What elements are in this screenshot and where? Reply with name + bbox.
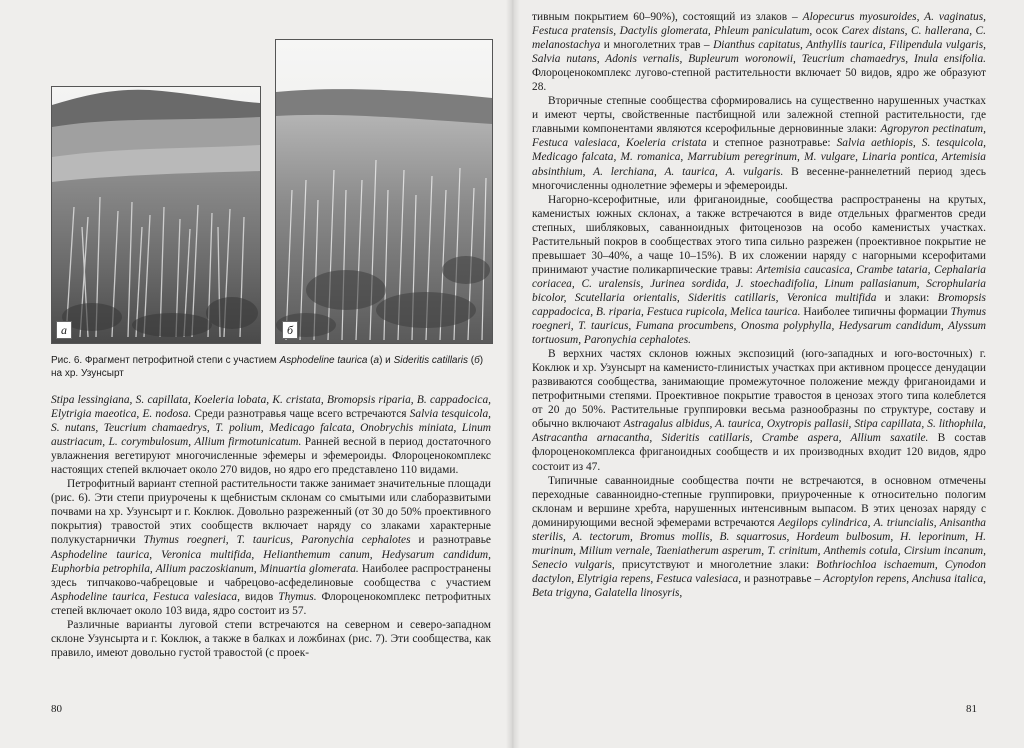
species-names: Thymus roegneri, T. tauricus, Fumana procumbens, Onosma polyphylla, Hedysarum candidum, Alyssum tortuosum, Paronychia cephalotes. <box>532 305 987 347</box>
species-names: Salvia tesquicola, S. nutans, Teucrium chamaedrys, T. polium, Medicago falcata, Onobrychis miniata, Linum austriacum, L. corymbulosum, Allium firmotunicatum. <box>51 408 491 449</box>
text-run: Различные варианты луговой степи встречаются на северном и северо-западном склоне Узунсырта и г. Коклюк, а также в балках и ложбинах (рис. 7). Эти сообщества, как правило, имеют довольно густой травостой (с проек- <box>51 618 491 659</box>
page-number-right: 81 <box>966 703 977 715</box>
right-page <box>512 0 1024 748</box>
species-names: Asphodeline taurica, Veronica multifida, Helianthemum canum, Hedysarum candidum, Euphorbia petrophila, Allium paczoskianum, Minuartia glomerata. <box>51 548 491 575</box>
left-text-column <box>51 393 491 660</box>
text-run: В верхних частях склонов южных экспозиций (юго-западных и юго-восточных) г. Коклюк и хр. Узунсырт на каменисто-глинистых участках при активном процессе денудации развиваются сообщества, занимающие промежуточное положение между фриганоидами и петрофитными степями. Проективное покрытие травостоя в ценозах этого типа колеблется от 20 до 50%. Растительные группировки весьма разнообразны по структуре, составу и обычно включают <box>532 348 986 431</box>
paragraph <box>532 94 986 192</box>
paragraph <box>532 10 986 94</box>
panel-b-label: б <box>282 321 298 339</box>
species-names: Thymus roegneri, T. tauricus, Paronychia cephalotes <box>143 534 411 547</box>
photo-a <box>51 86 261 344</box>
species-names: Carex distans, C. hallerana, C. melanostachya <box>532 25 986 52</box>
text-run: и разнотравье <box>410 534 491 547</box>
paragraph <box>532 474 986 600</box>
species-names: Bothriochloa ischaemum, Cynodon dactylon, Elytrigia repens, Festuca valesiaca, <box>532 558 986 585</box>
species-names: Bromopsis cappadocica, B. riparia, Festuca rupicola, Melica taurica. <box>532 291 986 318</box>
text-run: и степное разнотравье: <box>706 137 837 150</box>
figure-caption: Рис. 6. Фрагмент петрофитной степи с участием Asphodeline taurica (а) и Sideritis catillaris (б) на хр. Узунсырт <box>51 355 484 379</box>
page-number-left: 80 <box>51 703 62 715</box>
species-names: Artemisia caucasica, Crambe tataria, Cephalaria coriacea, C. uralensis, Jurinea sordida, J. stoechadifolia, Linum pallasianum, Scrophularia bicolor, Scutellaria orientalis, Sideritis catillaris, Veronica multifida <box>532 263 986 304</box>
text-run: и злаки: <box>876 291 938 304</box>
text-run: тивным покрытием 60–90%), состоящий из злаков – <box>532 11 803 23</box>
photo-b <box>275 39 493 344</box>
text-run: Ранней весной в период достаточного увлажнения вегетируют многочисленные эфемеры и эфемероиды. Флороценокомплекс настоящих степей включает около 270 видов, но ядро его представлено 110 видами. <box>51 436 491 477</box>
text-run: видов <box>239 590 279 603</box>
text-run: и разнотравье – <box>741 572 824 585</box>
species-names: Astragalus albidus, A. taurica, Oxytropis pallasii, Stipa capillata, S. lithophila, Astracantha arnacantha, Sideritis catillaris, Crambe aspera, Allium saxatile. <box>532 418 986 445</box>
species-names: Aegilops cylindrica, A. triuncialis, Anisantha sterilis, A. tectorum, Bromus mollis, B. squarrosus, Hordeum bulbosum, H. leporinum, H. murinum, Milium vernale, Taeniatherum asperum, T. crinitum, Anthemis cotula, Cirsium incanum, Senecio vulgaris, <box>532 516 986 571</box>
text-run: Типичные саванноидные сообщества почти не встречаются, в основном отмечены переходные саванноидно-степные группировки, приуроченные к относительно пологим склонам и вершине хребта, нарушенных интенсивным выпасом. В этих ценозах наряду с доминирующими весной эфемерами встречаются <box>532 474 986 529</box>
species-names: Thymus. <box>278 590 317 603</box>
text-run: Флороценокомплекс петрофитных степей включает около 103 вида, ядро состоит из 57. <box>51 590 491 617</box>
species-names: Agropyron pectinatum, Festuca valesiaca, Koeleria cristata <box>532 123 986 150</box>
paragraph <box>51 477 491 617</box>
photo-b-landscape <box>276 40 492 343</box>
text-run: В состав флороценокомплекса фриганоидных сообществ и их производных входит 120 видов, ядро состоит из 47. <box>532 432 987 473</box>
text-run: В весенне-раннелетний период здесь многочисленны однолетние эфемеры и эфемероиды. <box>532 165 986 192</box>
text-run: Вторичные степные сообщества сформировались на существенно нарушенных участках и имеют черты, свойственные пастбищной или залежной степной растительности, где главными компонентами являются ксерофильные дерновинные злаки: <box>532 95 986 136</box>
text-run: осок <box>812 25 842 38</box>
paragraph <box>532 193 986 348</box>
species-names: Salvia aethiopis, S. tesquicola, Medicago falcata, M. romanica, Marrubium peregrinum, M. vulgare, Linaria pontica, Artemisia absinthium, A. lerchiana, A. taurica, A. vulgaris. <box>532 137 986 178</box>
text-run: и многолетних трав – <box>600 39 714 52</box>
text-run: Флороценокомплекс лугово-степной растительности включает 50 видов, ядро же образуют 28. <box>532 67 986 94</box>
text-run: присутствуют и многолетние злаки: <box>614 558 817 571</box>
species-names: Asphodeline taurica, Festuca valesiaca, <box>51 590 240 603</box>
text-run: Нагорно-ксерофитные, или фриганоидные, сообщества распространены на крутых, каменистых южных склонах, а также встречаются в виде отдельных фрагментов среди степных, шибляковых, саванноидных фитоценозов на особо каменистых участках. Растительный покров в сообществах этого типа сильно разрежен (проективное покрытие не превышает 30–40%, а чаще 10–15%). В их сложении наряду с нагорными ксерофитами принимают участие поликарпические травы: <box>532 193 986 276</box>
text-run: Среди разнотравья чаще всего встречаются <box>191 408 410 421</box>
text-run: Наиболее распространены здесь типчаково-чабрецовые и чабрецово-асфеделиновые сообщества с участием <box>51 562 491 589</box>
paragraph <box>51 393 491 477</box>
right-text-column <box>532 10 986 600</box>
paragraph <box>51 618 491 660</box>
panel-a-label: а <box>56 321 72 339</box>
paragraph <box>532 347 986 473</box>
species-names: Acroptylon repens, Anchusa italica, Beta trigyna, Galatella linosyris, <box>532 572 986 599</box>
text-run: Наиболее типичны формации <box>800 305 951 318</box>
species-names: Stipa lessingiana, S. capillata, Koeleria lobata, K. cristata, Bromopsis riparia, B. cappadocica, Elytrigia maeotica, E. nodosa. <box>51 394 491 421</box>
text-run: Петрофитный вариант степной растительности также занимает значительные площади (рис. 6). Эти степи приурочены к щебнистым склонам со смытыми или слаборазвитыми почвами на хр. Узунсырт и г. Коклюк. Довольно разреженный (от 30 до 50% проективного покрытия) травостой этих сообществ включает наряду со злаками характерные полукустарнички <box>51 478 491 547</box>
species-names: Alopecurus myosuroides, A. vaginatus, Festuca pratensis, Dactylis glomerata, Phleum paniculatum, <box>532 11 986 38</box>
species-names: Dianthus capitatus, Anthyllis taurica, Filipendula vulgaris, Salvia nutans, Adonis vernalis, Bupleurum woronowii, Teucrium chamaedrys, Inula ensifolia. <box>532 39 986 66</box>
photo-a-landscape <box>52 87 260 343</box>
book-gutter <box>506 0 520 748</box>
